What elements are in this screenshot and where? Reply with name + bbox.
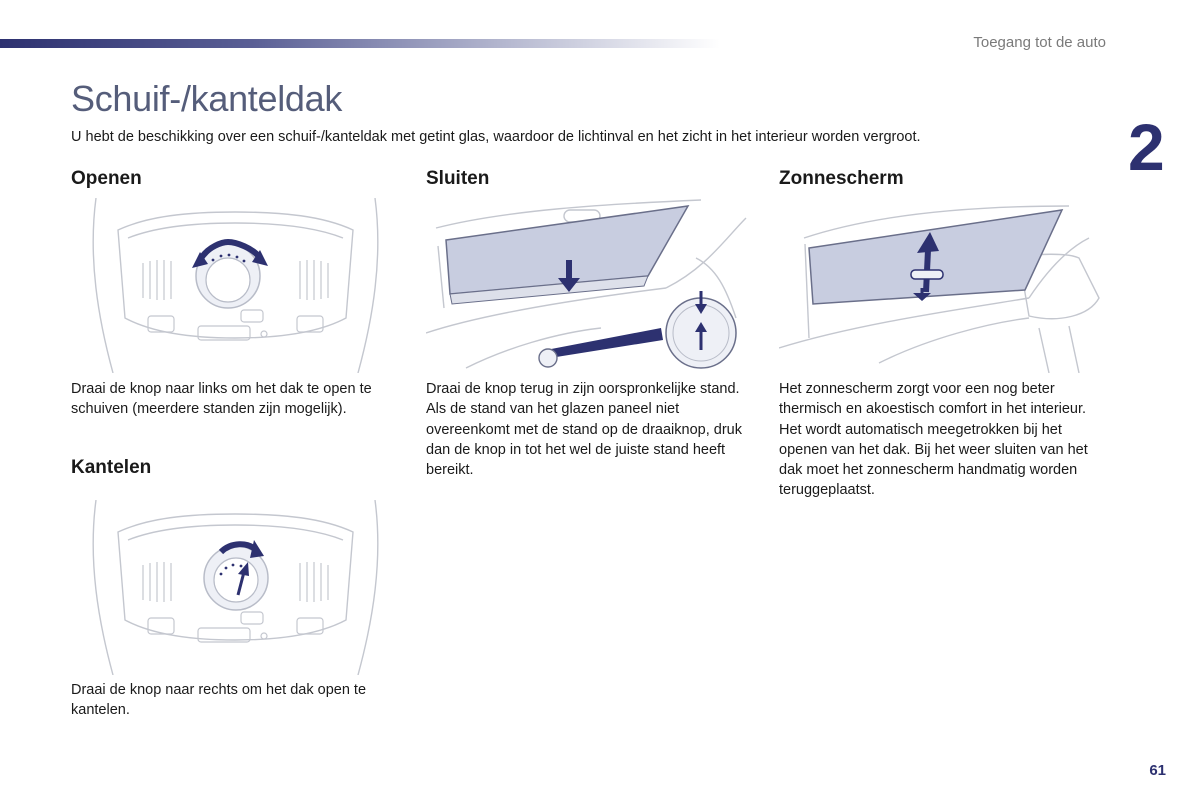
zonnescherm-paragraph-1: Het zonnescherm zorgt voor een nog beter thermisch en akoestisch comfort in het interieur. <box>779 381 1087 418</box>
zonnescherm-text <box>779 379 1109 501</box>
zonnescherm-paragraph-2: Het wordt automatisch meegetrokken bij het openen van het dak. Bij het weer sluiten van het dak moet het zonnescherm handmatig worden teruggeplaatst. <box>779 421 1088 499</box>
kantelen-illustration <box>88 500 383 675</box>
chapter-number: 2 <box>1128 110 1165 184</box>
page-number: 61 <box>1149 762 1166 779</box>
openen-text: Draai de knop naar links om het dak te open te schuiven (meerdere standen zijn mogelijk). <box>71 381 372 418</box>
zonnescherm-illustration <box>779 198 1109 373</box>
sluiten-paragraph-1: Draai de knop terug in zijn oorspronkelijke stand. <box>426 381 740 397</box>
section-header: Toegang tot de auto <box>973 34 1106 51</box>
sluiten-paragraph-2: Als de stand van het glazen paneel niet overeenkomt met de stand op de draaiknop, druk dan de knop in tot het wel de juiste stand heeft bereikt. <box>426 401 742 479</box>
heading-sluiten: Sluiten <box>426 168 490 189</box>
heading-openen: Openen <box>71 168 142 189</box>
sluiten-text <box>426 379 756 480</box>
intro-text: U hebt de beschikking over een schuif-/kanteldak met getint glas, waardoor de lichtinval en het zicht in het interieur worden vergroot. <box>71 129 921 145</box>
heading-kantelen: Kantelen <box>71 457 152 478</box>
heading-zonnescherm: Zonnescherm <box>779 168 904 189</box>
page-title: Schuif-/kanteldak <box>71 78 343 119</box>
kantelen-text: Draai de knop naar rechts om het dak open te kantelen. <box>71 682 367 719</box>
openen-illustration <box>88 198 383 373</box>
header-gradient-bar <box>0 39 720 48</box>
sluiten-illustration <box>426 198 751 373</box>
